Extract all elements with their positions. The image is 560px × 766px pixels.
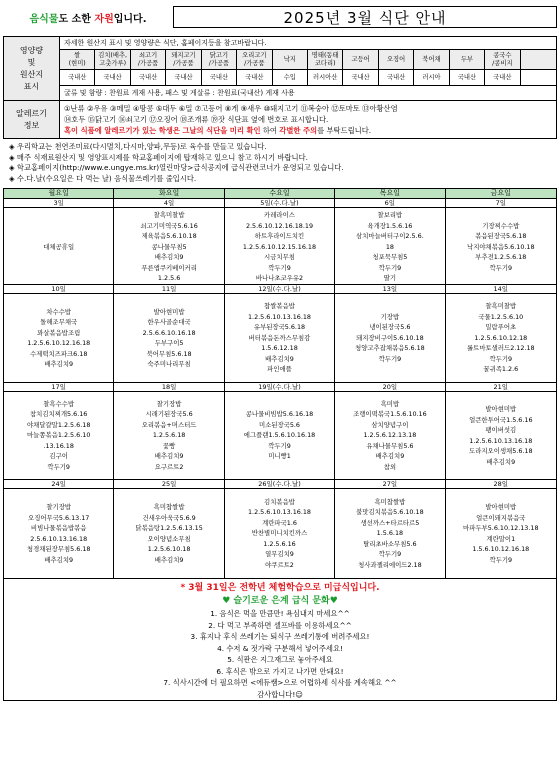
menu-item: 밀람푸어초 (485, 323, 517, 332)
allergy-list-1: ①난류 ②우유 ③메밀 ④땅콩 ⑤대두 ⑥밀 ⑦고등어 ⑧게 ⑨새우 ⑩돼지고기 ⑪복숭아 ⑫토마토 ⑬아황산염 (64, 104, 398, 113)
menu-item: 1.2.5.6.10.12.16.18 (27, 339, 91, 347)
day-date: 26일(수.다.날) (225, 480, 334, 489)
day-date: 19일(수.다.날) (225, 383, 334, 392)
menu-item: 숙주미나리무침 (147, 360, 191, 368)
menu-item: 마늘쫑볶음1.2.5.6.10 (27, 431, 91, 440)
menu-item: 발아현미밥 (485, 503, 517, 511)
day-date: 11일 (114, 285, 223, 294)
menu-item: 삼치양념구이 (371, 420, 409, 429)
origin-country (521, 70, 556, 86)
day-date: 21일 (446, 383, 556, 392)
day-cell (225, 480, 335, 578)
menu-item: 오이양념소무침 (147, 534, 191, 543)
menu-item: 18 (385, 242, 394, 251)
menu-item: 얼큰한투어국1.5.6.16 (469, 415, 533, 424)
day-date: 3일 (4, 199, 113, 208)
day-cell (446, 285, 556, 382)
allergy-warning-end: 를 부탁드립니다. (317, 126, 372, 135)
menu-item: 야쿠르트2 (265, 560, 294, 569)
day-cell (225, 285, 335, 382)
slogan-end: 입니다. (113, 13, 147, 25)
menu-item: 돌해조무채국 (40, 318, 78, 326)
day-cell (114, 480, 224, 578)
weekday-fri: 금요일 (490, 189, 511, 197)
day-menu (446, 294, 556, 382)
menu-item: 배추김치9 (375, 452, 405, 461)
day-date: 6일 (335, 199, 444, 208)
menu-item: 깍두기9 (489, 263, 513, 272)
rule-item: 7. 식사시간에 더 필요하면 <에듀쌤>으로 어렵하세 식사를 계속해요 ^^ (163, 678, 397, 687)
day-menu (4, 294, 113, 382)
rule-item: 3. 휴지나 후식 쓰레기는 퇴식구 쓰레기통에 버려주세요! (190, 632, 370, 641)
allergy-row (4, 101, 556, 138)
weekday-header (4, 189, 556, 199)
origin-country: 국내산 (131, 70, 166, 86)
note-item: ◈ 우리학교는 천연조미료(다시멸치,다시마,양파,무등)로 육수를 만들고 있습니다. (9, 142, 267, 151)
menu-item: 콩나물비빔밥5.6.16.18 (245, 410, 314, 419)
notes (3, 142, 557, 184)
allergy-label: 알레르기 정보 (4, 101, 60, 138)
culture-rules (4, 608, 556, 700)
menu-item: 청사과젤리에이드2.18 (358, 560, 422, 569)
menu-item: 1.2.5.6.10.18 (147, 545, 191, 553)
menu-item: 열무김치9 (265, 550, 294, 559)
menu-item: 깍두기9 (47, 462, 70, 471)
calendar-week (4, 383, 556, 480)
day-menu (225, 208, 334, 286)
info-table (3, 36, 557, 139)
origin-item: 낙지 (273, 50, 308, 70)
origin-country: 수입 (273, 70, 308, 86)
origin-grid (60, 50, 556, 86)
menu-item: 찹쌀볶음밥 (264, 302, 295, 311)
menu-item: 꽃빵 (162, 441, 176, 450)
day-cell (114, 199, 224, 286)
menu-item: 1.2.5.6.18 (152, 431, 186, 440)
menu-item: 불맛김치볶음5.6.10.18 (356, 508, 424, 517)
day-cell (4, 285, 114, 382)
menu-item: 미니빵1 (268, 452, 291, 461)
menu-item: 꿀귀족1.2.6 (483, 365, 519, 374)
menu-item: 팽이버섯김 (485, 426, 517, 434)
day-cell (114, 285, 224, 382)
menu-item: 오리볶음+머스터드 (141, 420, 197, 429)
page-title: 2025년 3월 식단 안내 (173, 6, 557, 28)
menu-item: 기장밥 (380, 312, 400, 321)
day-cell (446, 199, 556, 286)
menu-item: 찰흑미찰밥 (485, 302, 517, 311)
day-menu (335, 294, 444, 382)
menu-item: 김치볶음밥 (264, 497, 295, 506)
slogan (3, 10, 173, 25)
menu-item: 볶음된장국5.6.18 (475, 232, 527, 240)
field-trip-notice: * 3월 31일은 전학년 체험학습으로 미급식입니다. (180, 583, 380, 593)
origin-country: 러시아산 (308, 70, 343, 86)
menu-item: 롤트마토샐러드2.12.18 (466, 344, 535, 353)
day-menu (335, 489, 444, 578)
menu-item: 계란파국1.6 (262, 518, 297, 527)
allergy-warning (64, 125, 398, 136)
menu-item: 1.2.5.6.16 (263, 539, 296, 548)
footer (3, 579, 557, 701)
slogan-mid: 도 소한 (58, 13, 95, 25)
menu-item: 얼큰이돼지볶음국 (476, 513, 526, 522)
origin-item: 고등어 (343, 50, 378, 70)
menu-item: 삼치마늘버터구이2.5.6. (356, 232, 424, 240)
menu-item: 바나나초코우유2 (255, 274, 304, 282)
day-date: 7일 (446, 199, 556, 208)
menu-item: 2.5.6.10.13.16.18 (30, 534, 88, 543)
note-item: ◈ 수.다.날(수요일은 다 먹는 날) 음식물쓰레기를 줄입시다. (9, 173, 197, 183)
menu-item: 1.5.6.10.12.16.18 (472, 545, 530, 553)
menu-item: 발아현미밥 (485, 405, 517, 413)
origin-item: 북어채 (414, 50, 449, 70)
culture-heading: ♥ 슬기로운 은계 급식 문화♥ (222, 596, 338, 606)
menu-item: 참외 (383, 462, 397, 471)
menu-item: 반찬별미니치킨까스 (251, 529, 308, 538)
menu-item: 야채달걀말1.2.5.6.18 (27, 420, 91, 429)
menu-item: 1.5.6.12.18 (261, 344, 298, 353)
origin-item: 두부 (450, 50, 485, 70)
calendar-week (4, 199, 556, 285)
day-menu (446, 489, 556, 578)
menu-item: 파인애플 (267, 365, 292, 374)
menu-item: 1.2.5.6.12.13.18 (363, 431, 417, 440)
menu-item: 육개장1.5.6.16 (367, 221, 413, 230)
menu-item: 흑미밥 (380, 399, 400, 408)
day-menu (225, 392, 334, 479)
day-date: 25일 (114, 480, 223, 489)
menu-item: 생선까스+타르타르5 (360, 518, 420, 527)
menu-item: 유채나물무침5.6 (366, 441, 414, 450)
menu-item: 깍두기9 (378, 263, 402, 272)
menu-item: 1.2.5.6.10.12.15.16.18 (242, 242, 317, 251)
origin-body (60, 37, 556, 100)
menu-item: 찰기장밥 (46, 503, 72, 511)
menu-item: 부추전1.2.5.6.18 (475, 253, 527, 261)
allergy-warning-red: 혹이 식품에 알레르기가 있는 학생은 그날의 식단을 미리 확인 (64, 126, 261, 135)
day-cell (335, 383, 445, 479)
calendar-week (4, 480, 556, 578)
day-menu (335, 208, 444, 286)
day-menu (446, 208, 556, 286)
menu-item: 1.2.5.6.10.13.16.18 (247, 508, 311, 517)
day-cell (335, 285, 445, 382)
menu-item: 요구르트2 (154, 462, 184, 471)
origin-country: 국내산 (202, 70, 237, 86)
shellfish-note: 굴류 및 함량 : 찬원료 게재 사용, 패스 및 게살류 : 찬원료(국내산) 게재 사용 (64, 89, 295, 97)
allergy-warning-care: 각별한 주의 (279, 126, 318, 135)
menu-item: 찰기장밥 (156, 399, 182, 408)
menu-item: 계란말이1 (486, 534, 516, 543)
menu-item: 오징어무국5.6.13.17 (28, 513, 90, 522)
menu-item: 배추김치9 (44, 555, 74, 564)
allergy-list-2: ⑭호두 ⑮닭고기 ⑯쇠고기 ⑰오징어 ⑱조개류 ⑲잣 식단표 옆에 번호로 표시합니다. (64, 115, 329, 124)
menu-item: 깍두기9 (378, 550, 402, 559)
menu-item: 콩나물무침5 (151, 242, 187, 251)
day-date: 20일 (335, 383, 444, 392)
day-cell (225, 199, 335, 286)
origin-country: 국내산 (485, 70, 520, 86)
day-cell (335, 480, 445, 578)
day-date: 13일 (335, 285, 444, 294)
day-date: 5일(수.다.날) (225, 199, 334, 208)
menu-item: 흑미찹쌀밥 (153, 503, 185, 511)
menu-item: 발아현미밥 (153, 307, 185, 316)
origin-country: 국내산 (343, 70, 378, 86)
menu-item: 북어무침5.6.18 (146, 349, 192, 358)
origin-item (521, 50, 556, 70)
weekday-mon: 월요일 (4, 189, 114, 198)
day-cell (335, 199, 445, 286)
slogan-resource: 자원 (94, 13, 114, 25)
origin-item: 명태(동태 코다리) (308, 50, 343, 70)
menu-item: 딸기 (383, 274, 397, 282)
menu-item: 하트후라이드치킨 (254, 232, 305, 240)
day-cell (114, 383, 224, 479)
menu-item: 두부구이5 (154, 339, 184, 347)
menu-item: 시래기된장국5.6 (145, 410, 193, 419)
menu-item: 청경채된장무침5.6.18 (26, 545, 91, 553)
origin-item: 돼지고기 /가공품 (166, 50, 201, 70)
menu-item: 1.2.5.6.10.13.16.18 (469, 436, 533, 445)
origin-item: 김치(배추, 고춧가루) (95, 50, 130, 70)
menu-item: 돼지장비구이5.6.10.18 (356, 333, 424, 342)
menu-item: 찰흑미찰밥 (153, 211, 185, 219)
weekday-thu: 목요일 (335, 189, 445, 198)
menu-item: 깍두기9 (378, 354, 402, 363)
rule-item: 6. 후식은 밖으로 가지고 나가면 안돼요! (216, 666, 344, 676)
menu-item: 건새우아욱국5.6.9 (142, 513, 196, 522)
title-bar (3, 4, 557, 30)
day-date: 10일 (4, 285, 113, 294)
origin-country: 국내산 (379, 70, 414, 86)
origin-country: 국내산 (450, 70, 485, 86)
menu-item: 기장찌수수밥 (482, 221, 520, 230)
menu-item: 카레라이스 (264, 211, 295, 219)
menu-item: 쇠고기미역국5.6.16 (140, 221, 198, 230)
day-menu (114, 294, 223, 382)
day-date: 17일 (4, 383, 113, 392)
menu-item: 배추김치9 (154, 253, 184, 261)
rule-item: 5. 식판은 지그재그로 놓아주세요 (227, 655, 333, 664)
menu-item: 1.2.5.6 (157, 274, 181, 282)
menu-item: 청양고추잡채볶음5.6.18 (355, 344, 425, 353)
day-menu (114, 208, 223, 286)
origin-item: 오징어 (379, 50, 414, 70)
origin-item: 쌀 (현미) (60, 50, 95, 70)
menu-item: 배추김치9 (265, 354, 294, 363)
menu-item: 조랭이떡볶국1.5.6.10.16 (353, 410, 427, 419)
menu-item: 1.5.6.18 (376, 529, 404, 538)
day-cell (4, 383, 114, 479)
menu-item: 1.2.5.6.10.13.16.18 (247, 312, 311, 321)
origin-item: 쇠고기 /가공품 (131, 50, 166, 70)
menu-item: 흑미찹쌀밥 (374, 497, 406, 506)
menu-item: 1.2.5.6.10.12.18 (474, 333, 528, 342)
menu-item: 수제떡치즈파크6.18 (29, 349, 88, 358)
note-item: ◈ 학교홈페이지(http://www.e.ungye.ms.kr)열린마당>급식공지에 급식관련코너가 운영되고 있습니다. (9, 163, 344, 172)
day-date: 18일 (114, 383, 223, 392)
day-cell (225, 383, 335, 479)
menu-item: 유부된장국5.6.18 (253, 323, 306, 332)
day-menu (225, 294, 334, 382)
menu-calendar (3, 188, 557, 579)
day-menu (4, 392, 113, 479)
menu-item: 국물1.2.5.6.10 (478, 312, 524, 321)
day-menu (114, 392, 223, 479)
origin-country: 국내산 (60, 70, 95, 86)
menu-item: 버터볶음돈까스무침감 (248, 333, 311, 342)
origin-country: 국내산 (166, 70, 201, 86)
origin-country: 러시아 (414, 70, 449, 86)
origin-row (4, 37, 556, 101)
menu-item: 마파두부5.6.10.12.13.18 (463, 524, 539, 532)
day-date: 24일 (4, 480, 113, 489)
menu-item: .13.16.18 (43, 441, 74, 450)
day-cell (446, 480, 556, 578)
menu-item: 깍두기9 (489, 555, 513, 564)
weekday-wed: 수요일 (225, 189, 335, 198)
menu-item: 배추김치9 (486, 457, 516, 466)
day-cell (446, 383, 556, 479)
day-menu (446, 392, 556, 479)
rule-item: 2. 다 먹고 부족하면 셀프바를 이용하세요^^ (208, 620, 352, 630)
origin-item: 콩국수 /콩비지 (485, 50, 520, 70)
menu-item: 에그플랜1.5.6.10.16.18 (243, 431, 316, 440)
menu-item: 꽈살볶음밥조림 (37, 328, 81, 337)
menu-item: 2.5.6.6.10.16.18 (142, 328, 196, 337)
rule-item: 4. 수저 & 젓가락 구분해서 넣어주세요! (217, 643, 343, 653)
origin-country: 국내산 (95, 70, 130, 86)
menu-item: 닭볶음탕1.2.5.6.13.15 (135, 524, 203, 532)
menu-item: 푸른앱쿠키베이커리 (141, 263, 197, 272)
day-date: 12일(수.다.날) (225, 285, 334, 294)
day-menu (114, 489, 223, 578)
menu-item: 깍두기9 (268, 441, 291, 450)
menu-item: 제육볶음5.6.10.18 (141, 232, 197, 240)
menu-item: 배추김치9 (154, 555, 184, 564)
origin-item: 오리고기 /가공품 (237, 50, 272, 70)
origin-country: 국내산 (237, 70, 272, 86)
weekday-tue: 화요일 (114, 189, 224, 198)
menu-item: 한우사골순대국 (147, 318, 191, 326)
menu-item: 차수수밥 (46, 307, 72, 316)
day-menu (225, 489, 334, 578)
menu-item: 김구이 (49, 452, 68, 461)
day-menu (335, 392, 444, 479)
menu-item: 낙지야채볶음5.6.10.18 (467, 242, 535, 251)
day-menu (4, 208, 113, 286)
day-date: 28일 (446, 480, 556, 489)
menu-item: 배추김치9 (154, 452, 184, 461)
day-date: 27일 (335, 480, 444, 489)
note-item: ◈ 매주 식재료원산지 및 영양표시제를 학교홈페이지에 탑재하고 있으니 참고 하시기 바랍니다. (9, 152, 308, 162)
allergy-warning-mid: 하여 (260, 126, 280, 135)
menu-item: 대체공휴일 (43, 242, 75, 251)
day-cell (4, 199, 114, 286)
calendar-weeks (4, 199, 556, 578)
day-date: 14일 (446, 285, 556, 294)
menu-item: 냉이된장국5.6 (369, 323, 411, 332)
day-cell (4, 480, 114, 578)
menu-item: 청포묵무침5 (372, 253, 408, 261)
day-menu (4, 489, 113, 578)
menu-item: 미소된장국5.6 (258, 420, 300, 429)
menu-item: 참치김치찌개5.6.16 (30, 410, 88, 419)
menu-item: 탈리초바소무침5.6 (363, 539, 417, 548)
origin-item: 닭고기 /가공품 (202, 50, 237, 70)
menu-item: 시금치무침 (264, 253, 295, 261)
calendar-week (4, 285, 556, 383)
menu-item: 비빔나물볶음밥볶음 (30, 524, 87, 532)
menu-item: 찰흑수수밥 (43, 399, 75, 408)
origin-header: 자세한 원산지 표시 및 영양량은 식단, 홈페이지등을 참고바랍니다. (60, 37, 556, 50)
menu-item: 찰보리밥 (377, 211, 403, 219)
rule-item: 1. 음식은 먹을 만큼만! 욕심내지 마세요^^ (210, 609, 350, 618)
day-date: 4일 (114, 199, 223, 208)
menu-item: 깍두기9 (268, 263, 291, 272)
menu-item: 깍두기9 (489, 354, 513, 363)
menu-item: 도라지오이생채5.6.18 (469, 447, 533, 455)
menu-item: 2.5.6.10.12.16.18.19 (245, 221, 314, 230)
rule-thanks: 감사합니다!☺ (257, 689, 303, 699)
allergy-body (60, 101, 402, 138)
slogan-food: 음식물 (29, 13, 59, 25)
origin-label: 영양량 및 원산지 표시 (4, 37, 60, 100)
menu-item: 배추김치9 (44, 360, 74, 368)
